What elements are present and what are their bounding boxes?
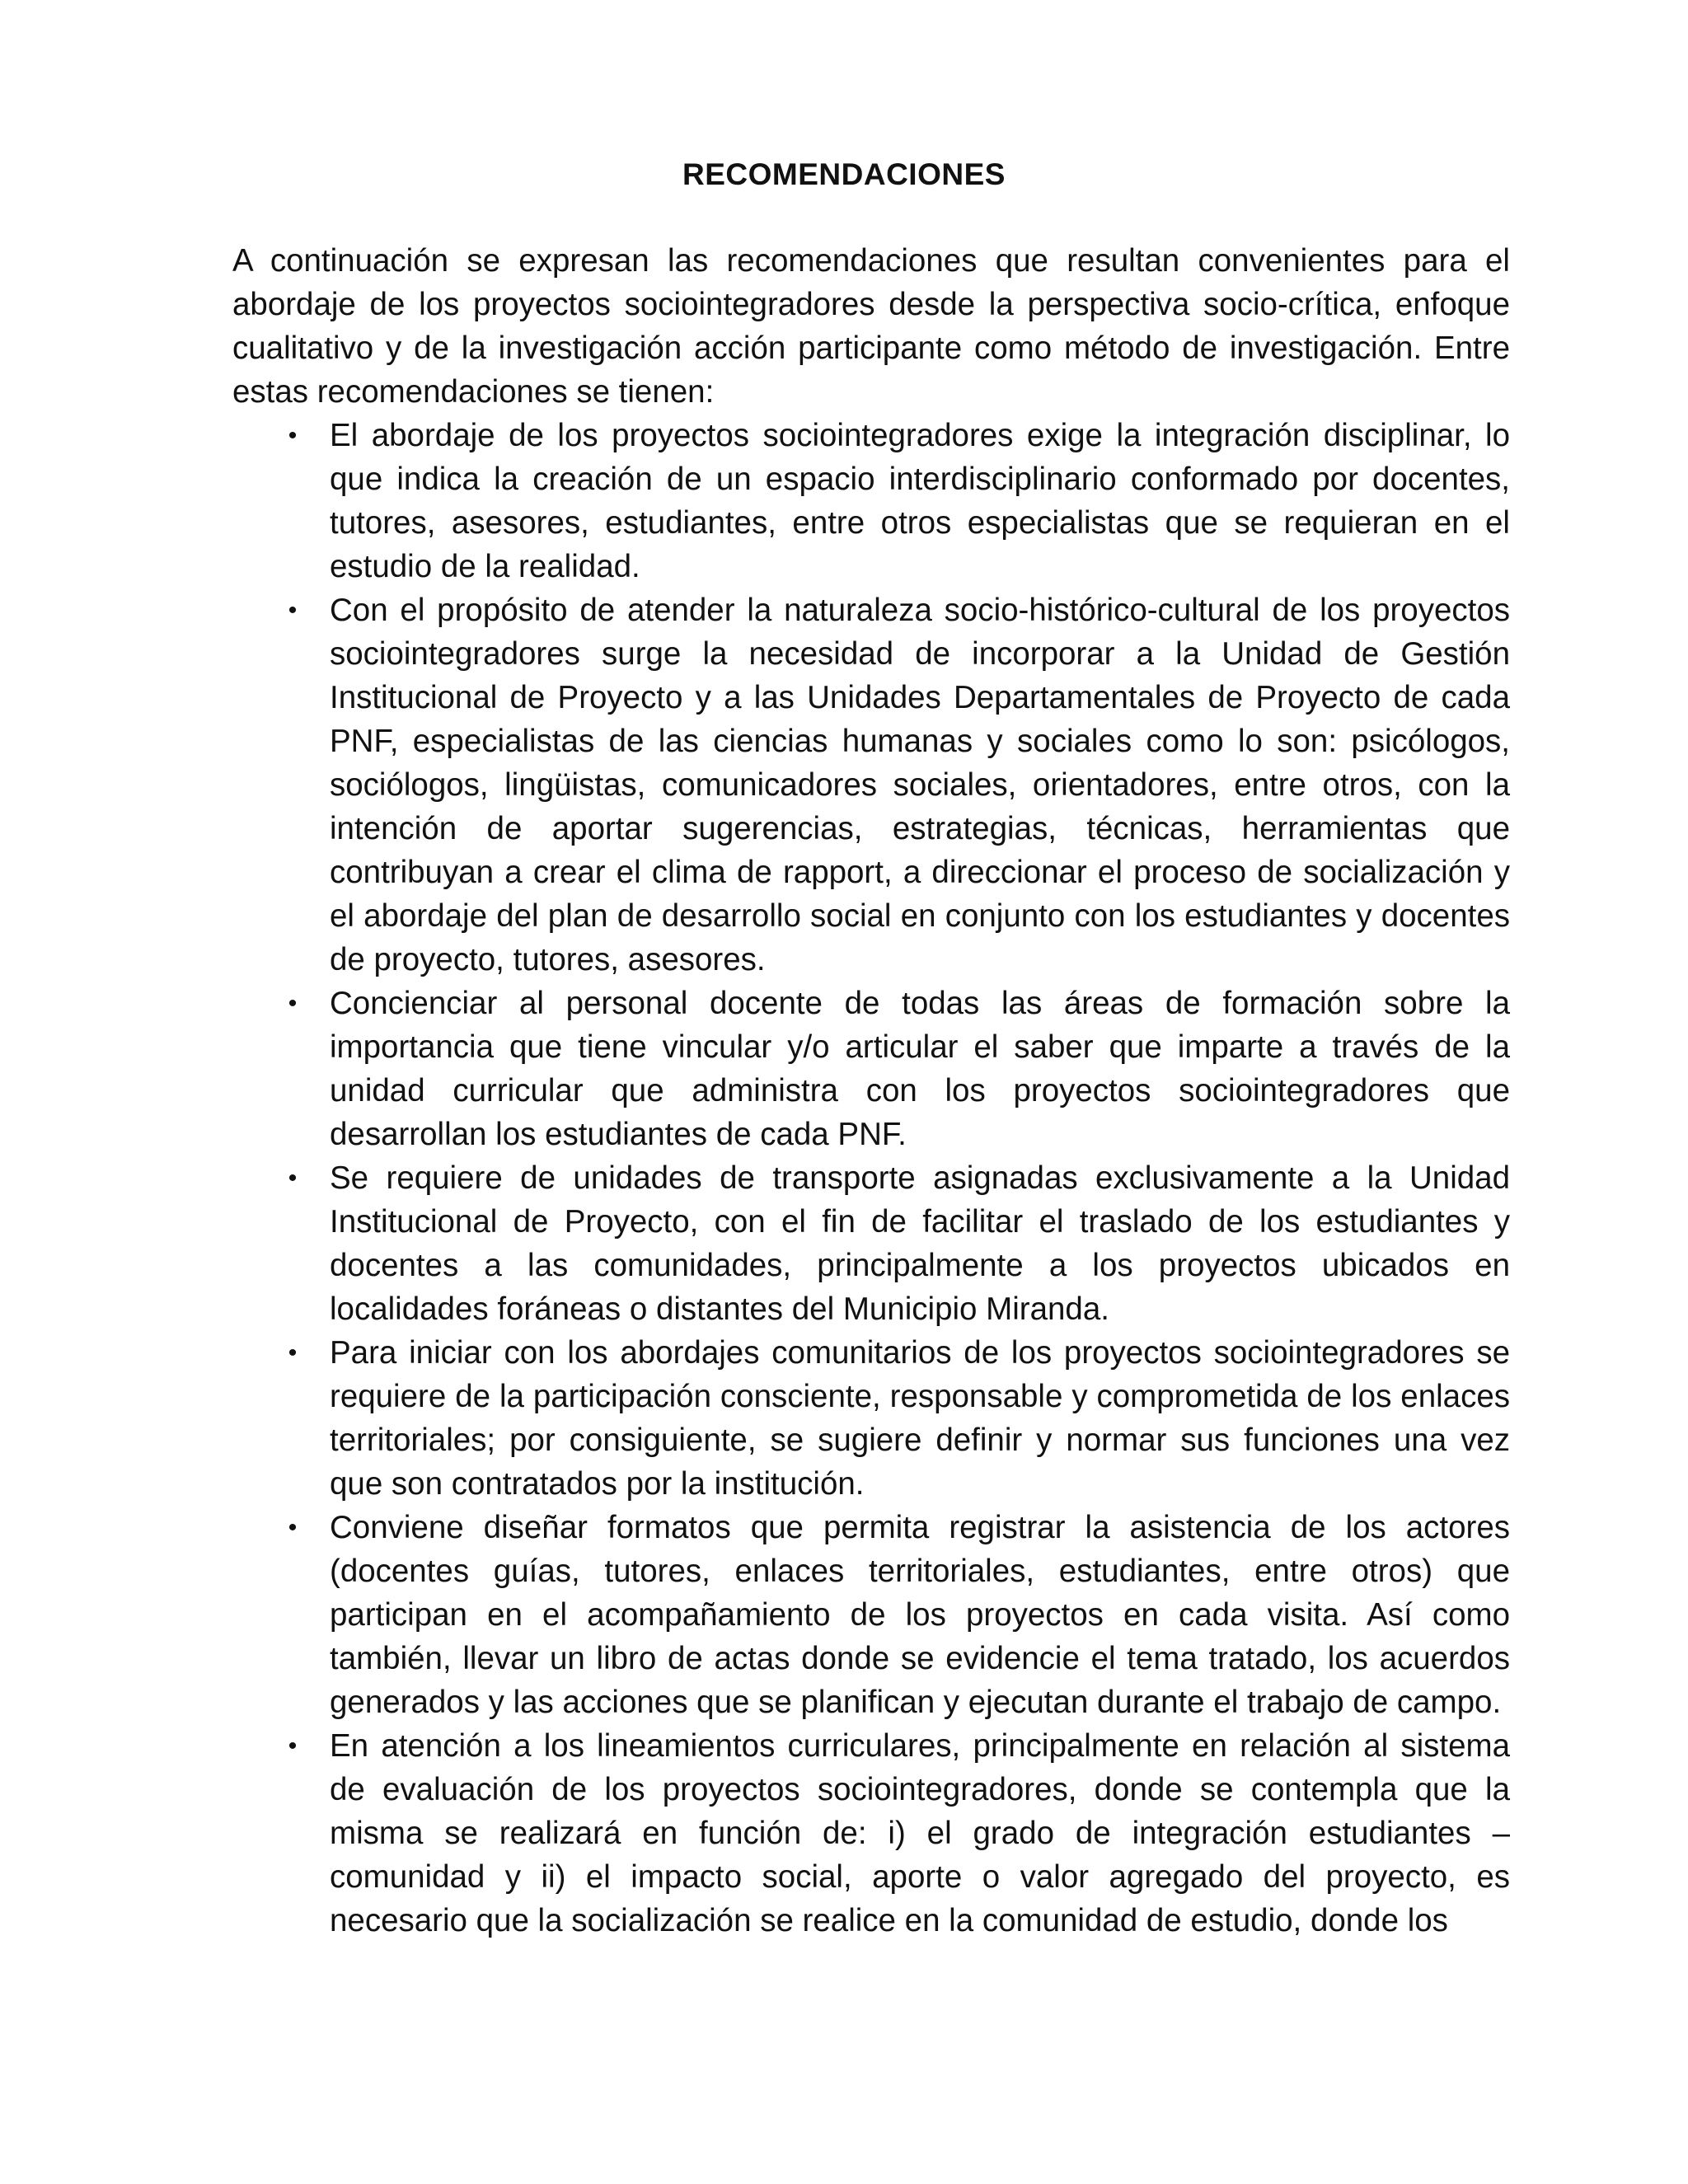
bullet-icon: • [288, 990, 298, 1017]
list-item-text: Para iniciar con los abordajes comunitarios de los proyectos sociointegradores se requiere de la participación consciente, responsable y comprometida de los enlaces territoriales; por consiguiente, se sugiere definir y normar sus funciones una vez que son contratados por la institución. [330, 1335, 1510, 1502]
list-item-text: Conviene diseñar formatos que permita registrar la asistencia de los actores (docentes guías, tutores, enlaces territoriales, estudiantes, entre otros) que participan en el acompañamiento de los proyectos en cada visita. Así como también, llevar un libro de actas donde se evidencie el tema tratado, los acuerdos generados y las acciones que se planifican y ejecutan durante el trabajo de campo. [330, 1510, 1510, 1720]
list-item [288, 982, 1510, 1156]
list-item-text: Con el propósito de atender la naturaleza socio-histórico-cultural de los proyectos sociointegradores surge la necesidad de incorporar a la Unidad de Gestión Institucional de Proyecto y a las Unidades Departamentales de Proyecto de cada PNF, especialistas de las ciencias humanas y sociales como lo son: psicólogos, sociólogos, lingüistas, comunicadores sociales, orientadores, entre otros, con la intención de aportar sugerencias, estrategias, técnicas, herramientas que contribuyan a crear el clima de rapport, a direccionar el proceso de socialización y el abordaje del plan de desarrollo social en conjunto con los estudiantes y docentes de proyecto, tutores, asesores. [330, 593, 1510, 977]
page-title: RECOMENDACIONES [682, 157, 1006, 191]
list-item-text: El abordaje de los proyectos sociointegradores exige la integración disciplinar, lo que indica la creación de un espacio interdisciplinario conformado por docentes, tutores, asesores, estudiantes, entre otros especialistas que se requieran en el estudio de la realidad. [330, 418, 1510, 584]
list-item-text: Se requiere de unidades de transporte asignadas exclusivamente a la Unidad Institucional de Proyecto, con el fin de facilitar el traslado de los estudiantes y docentes a las comunidades, principalmente a los proyectos ubicados en localidades foráneas o distantes del Municipio Miranda. [330, 1160, 1510, 1327]
list-item-text: Concienciar al personal docente de todas las áreas de formación sobre la importancia que tiene vincular y/o articular el saber que imparte a través de la unidad curricular que administra con los proyectos sociointegradores que desarrollan los estudiantes de cada PNF. [330, 986, 1510, 1152]
document-body [232, 239, 1510, 1943]
bullet-icon: • [288, 1339, 298, 1366]
list-item [288, 1724, 1510, 1943]
list-item [288, 1331, 1510, 1506]
bullet-icon: • [288, 422, 298, 449]
recommendations-list [232, 414, 1510, 1943]
list-item [288, 1156, 1510, 1331]
list-item [288, 1506, 1510, 1724]
bullet-icon: • [288, 1732, 298, 1760]
bullet-icon: • [288, 597, 298, 624]
list-item-text: En atención a los lineamientos curriculares, principalmente en relación al sistema de evaluación de los proyectos sociointegradores, donde se contempla que la misma se realizará en función de: i) el grado de integración estudiantes – comunidad y ii) el impacto social, aporte o valor agregado del proyecto, es necesario que la socialización se realice en la comunidad de estudio, donde los [330, 1728, 1510, 1938]
intro-paragraph: A continuación se expresan las recomendaciones que resultan convenientes para el abordaje de los proyectos sociointegradores desde la perspectiva socio-crítica, enfoque cualitativo y de la investigación acción participante como método de investigación. Entre estas recomendaciones se tienen: [232, 243, 1510, 410]
bullet-icon: • [288, 1514, 298, 1541]
list-item [288, 588, 1510, 982]
bullet-icon: • [288, 1165, 298, 1192]
list-item [288, 414, 1510, 588]
